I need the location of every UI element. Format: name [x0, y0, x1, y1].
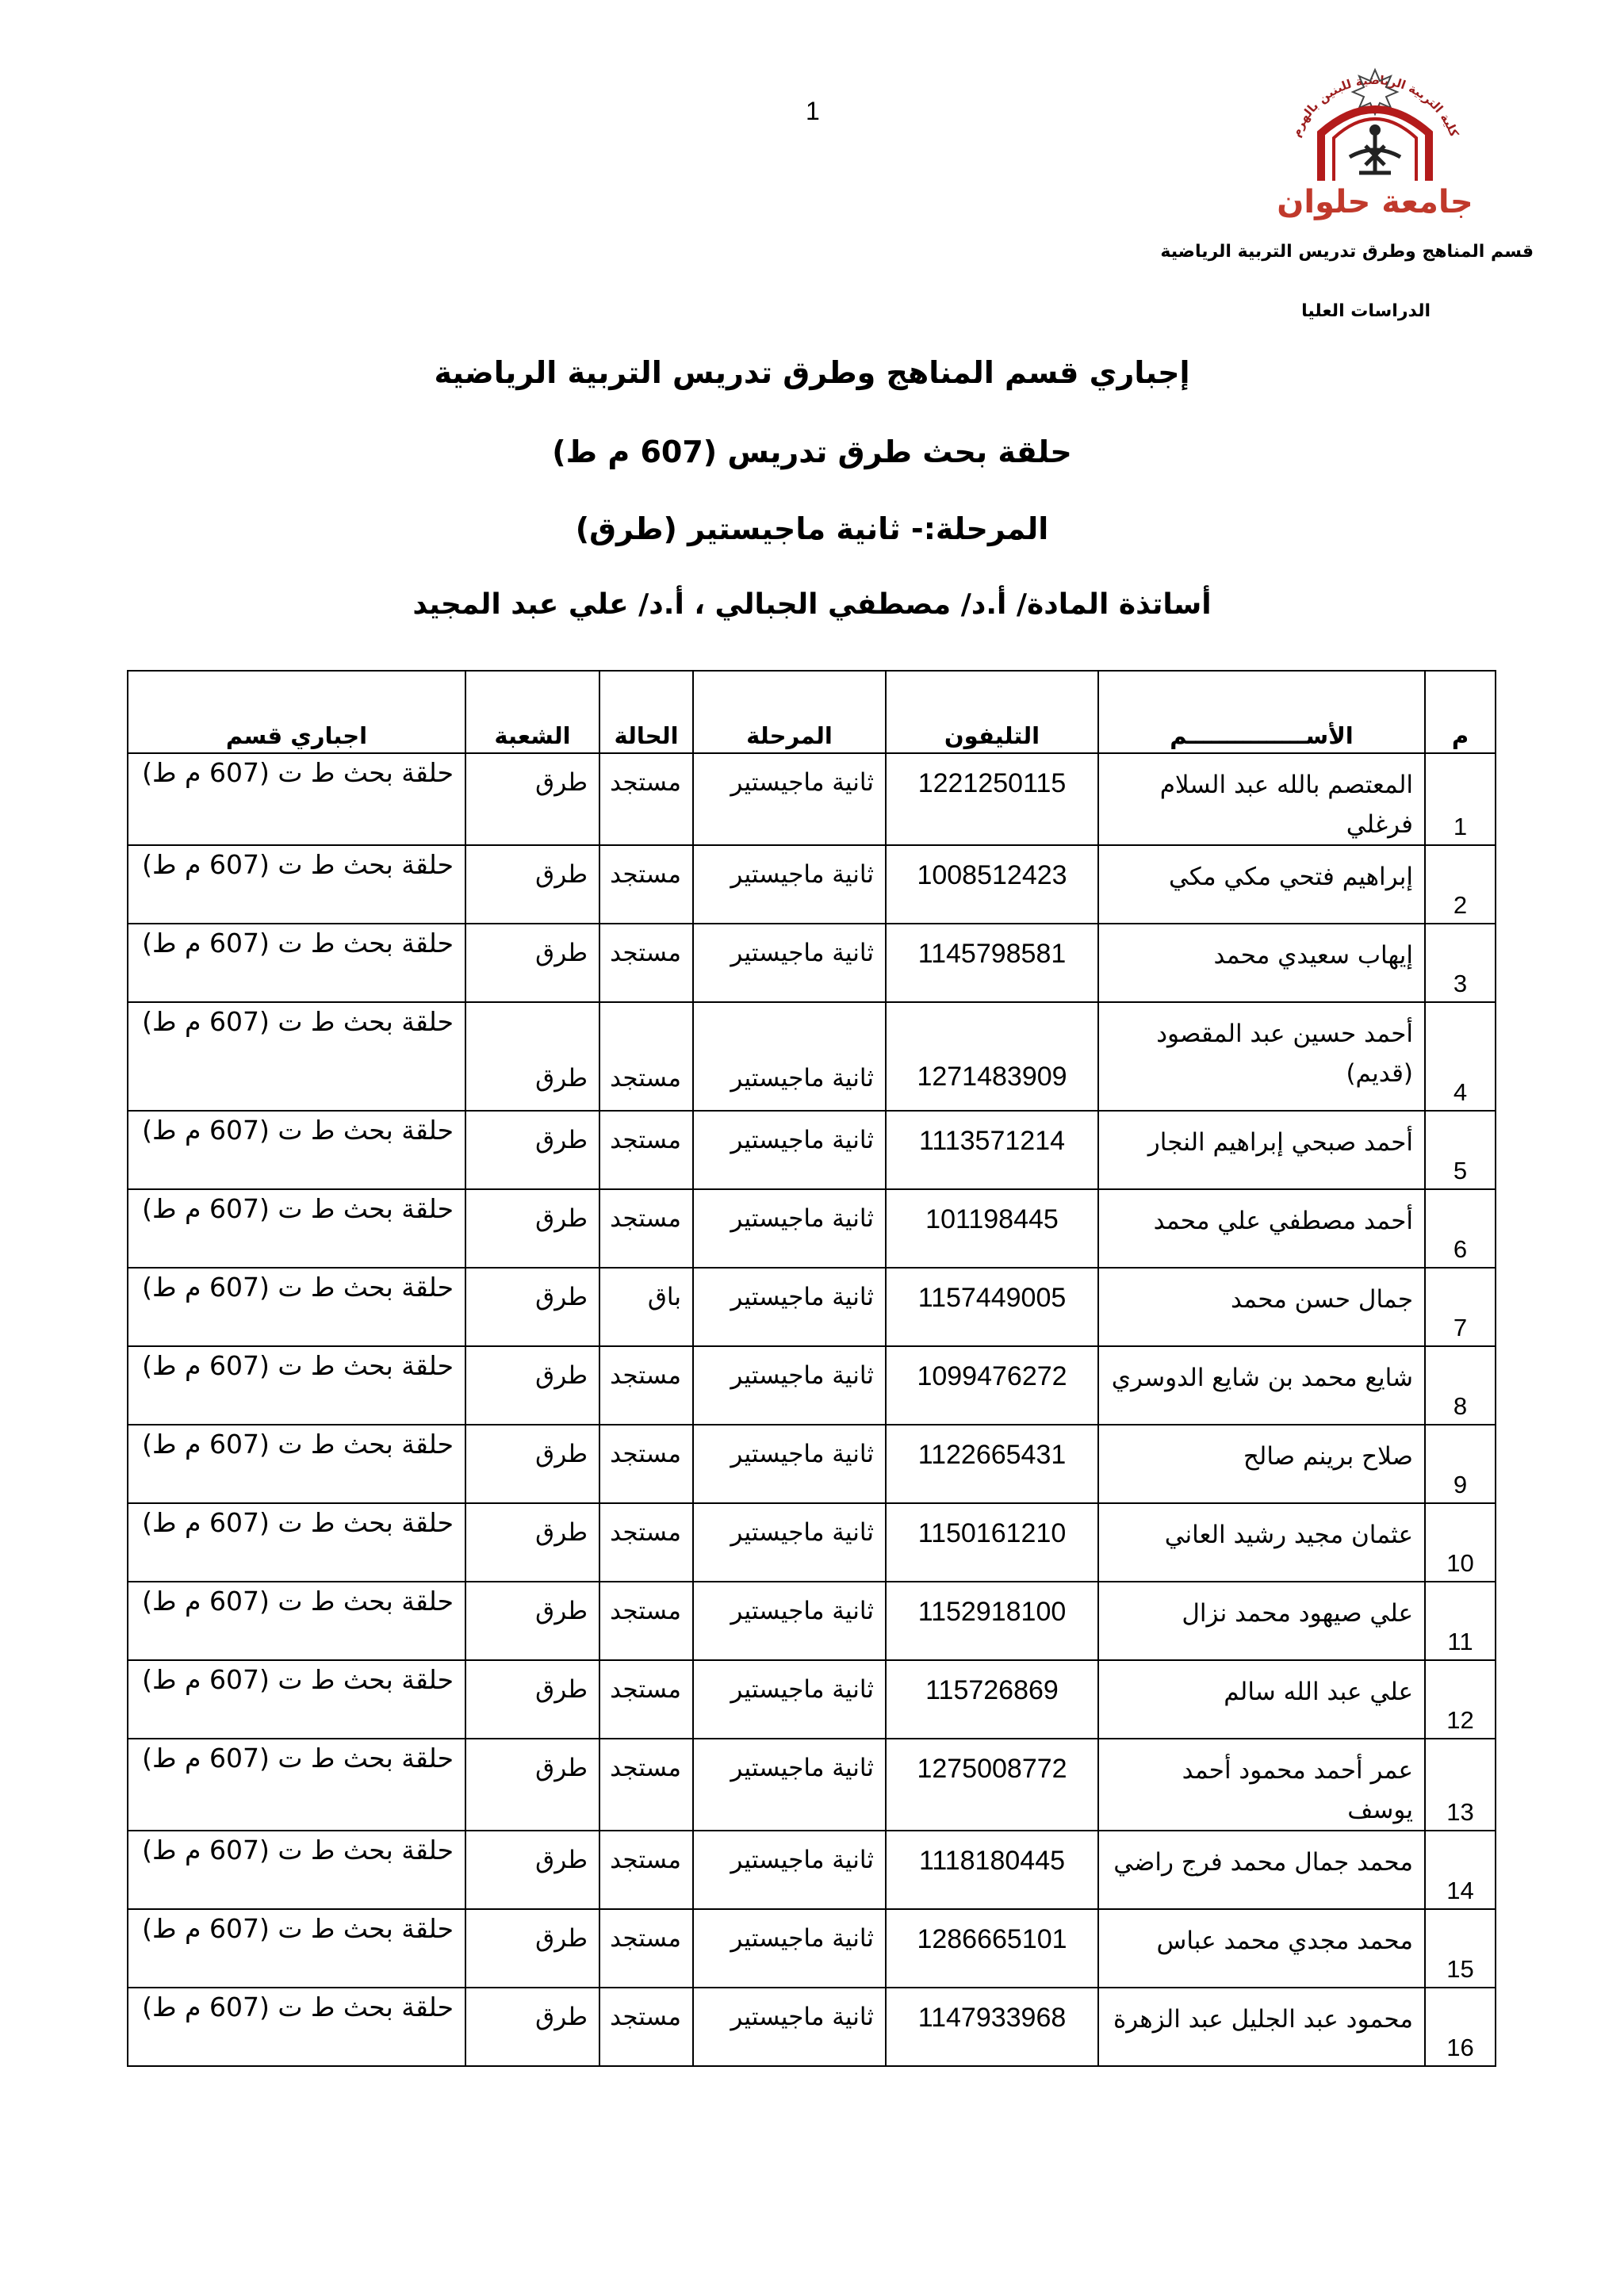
row-status: مستجد — [599, 1503, 693, 1582]
row-branch: طرق — [465, 1346, 599, 1425]
row-stage: ثانية ماجيستير — [693, 924, 886, 1002]
row-phone: 1152918100 — [886, 1582, 1098, 1660]
row-status: مستجد — [599, 1002, 693, 1111]
row-phone: 1221250115 — [886, 753, 1098, 845]
row-num: 7 — [1425, 1268, 1496, 1346]
row-course: حلقة بحث ط ت (607 م ط) — [128, 845, 465, 924]
row-stage: ثانية ماجيستير — [693, 1660, 886, 1739]
row-stage: ثانية ماجيستير — [693, 1002, 886, 1111]
table-row — [128, 1111, 1496, 1189]
row-name: عثمان مجيد رشيد العاني — [1098, 1503, 1425, 1582]
row-branch: طرق — [465, 924, 599, 1002]
row-course: حلقة بحث ط ت (607 م ط) — [128, 1988, 465, 2066]
row-status: مستجد — [599, 924, 693, 1002]
table-row — [128, 1346, 1496, 1425]
row-branch: طرق — [465, 1425, 599, 1503]
header-course: اجباري قسم — [128, 671, 465, 753]
row-course: حلقة بحث ط ت (607 م ط) — [128, 1909, 465, 1988]
row-status: مستجد — [599, 1111, 693, 1189]
row-course: حلقة بحث ط ت (607 م ط) — [128, 1111, 465, 1189]
row-num: 1 — [1425, 753, 1496, 845]
row-name: أحمد صبحي إبراهيم النجار — [1098, 1111, 1425, 1189]
header-name: الأســـــــــــــــم — [1098, 671, 1425, 753]
row-num: 6 — [1425, 1189, 1496, 1268]
title-line-3: المرحلة:- ثانية ماجيستير (طرق) — [575, 511, 1049, 546]
students-table-wrapper — [128, 670, 1496, 2067]
row-branch: طرق — [465, 1582, 599, 1660]
table-row — [128, 753, 1496, 845]
department-label: قسم المناهج وطرق تدريس التربية الرياضية — [1160, 242, 1534, 262]
row-stage: ثانية ماجيستير — [693, 753, 886, 845]
row-name: إبراهيم فتحي مكي مكي — [1098, 845, 1425, 924]
table-row — [128, 845, 1496, 924]
row-num: 10 — [1425, 1503, 1496, 1582]
row-course: حلقة بحث ط ت (607 م ط) — [128, 1425, 465, 1503]
row-phone: 1147933968 — [886, 1988, 1098, 2066]
row-status: مستجد — [599, 1425, 693, 1503]
row-name: عمر أحمد محمود أحمد يوسف — [1098, 1739, 1425, 1831]
row-stage: ثانية ماجيستير — [693, 1582, 886, 1660]
row-num: 5 — [1425, 1111, 1496, 1189]
row-status: مستجد — [599, 1831, 693, 1909]
header-num: م — [1425, 671, 1496, 753]
row-status: مستجد — [599, 1582, 693, 1660]
row-course: حلقة بحث ط ت (607 م ط) — [128, 1660, 465, 1739]
row-num: 13 — [1425, 1739, 1496, 1831]
row-status: باق — [599, 1268, 693, 1346]
row-phone: 1271483909 — [886, 1002, 1098, 1111]
page-number: 1 — [806, 97, 820, 125]
row-phone: 101198445 — [886, 1189, 1098, 1268]
row-name: شايع محمد بن شايع الدوسري — [1098, 1346, 1425, 1425]
row-branch: طرق — [465, 845, 599, 924]
row-name: محمد جمال محمد فرج راضي — [1098, 1831, 1425, 1909]
table-row — [128, 1503, 1496, 1582]
row-phone: 1122665431 — [886, 1425, 1098, 1503]
table-row — [128, 924, 1496, 1002]
row-branch: طرق — [465, 1503, 599, 1582]
table-row — [128, 1425, 1496, 1503]
row-name: محمد مجدي محمد عباس — [1098, 1909, 1425, 1988]
row-name: أحمد مصطفي علي محمد — [1098, 1189, 1425, 1268]
row-branch: طرق — [465, 1189, 599, 1268]
row-phone: 1099476272 — [886, 1346, 1098, 1425]
row-stage: ثانية ماجيستير — [693, 1189, 886, 1268]
row-name: المعتصم بالله عبد السلام فرغلي — [1098, 753, 1425, 845]
students-table — [127, 670, 1496, 2067]
table-row — [128, 1268, 1496, 1346]
row-course: حلقة بحث ط ت (607 م ط) — [128, 1739, 465, 1831]
row-phone: 1286665101 — [886, 1909, 1098, 1988]
row-stage: ثانية ماجيستير — [693, 1988, 886, 2066]
table-row — [128, 1988, 1496, 2066]
row-stage: ثانية ماجيستير — [693, 1346, 886, 1425]
row-course: حلقة بحث ط ت (607 م ط) — [128, 1346, 465, 1425]
row-branch: طرق — [465, 1268, 599, 1346]
row-stage: ثانية ماجيستير — [693, 845, 886, 924]
table-row — [128, 1002, 1496, 1111]
title-line-2: حلقة بحث طرق تدريس (607 م ط) — [552, 434, 1072, 469]
row-stage: ثانية ماجيستير — [693, 1909, 886, 1988]
row-name: جمال حسن محمد — [1098, 1268, 1425, 1346]
graduate-studies-label: الدراسات العليا — [1301, 301, 1431, 321]
row-branch: طرق — [465, 1739, 599, 1831]
row-name: صلاح برينم صالح — [1098, 1425, 1425, 1503]
row-name: إيهاب سعيدي محمد — [1098, 924, 1425, 1002]
row-branch: طرق — [465, 1111, 599, 1189]
row-status: مستجد — [599, 1909, 693, 1988]
university-logo — [1256, 54, 1494, 220]
row-stage: ثانية ماجيستير — [693, 1739, 886, 1831]
row-course: حلقة بحث ط ت (607 م ط) — [128, 1002, 465, 1111]
row-course: حلقة بحث ط ت (607 م ط) — [128, 753, 465, 845]
row-status: مستجد — [599, 1988, 693, 2066]
row-num: 15 — [1425, 1909, 1496, 1988]
row-name: علي عبد الله سالم — [1098, 1660, 1425, 1739]
row-num: 8 — [1425, 1346, 1496, 1425]
header-branch: الشعبة — [465, 671, 599, 753]
row-phone: 1150161210 — [886, 1503, 1098, 1582]
row-name: علي صيهود محمد نزال — [1098, 1582, 1425, 1660]
row-phone: 115726869 — [886, 1660, 1098, 1739]
title-line-4: أساتذة المادة/ أ.د/ مصطفي الجبالي ، أ.د/ علي عبد المجيد — [412, 588, 1212, 621]
row-course: حلقة بحث ط ت (607 م ط) — [128, 924, 465, 1002]
row-branch: طرق — [465, 1831, 599, 1909]
row-status: مستجد — [599, 1739, 693, 1831]
row-phone: 1145798581 — [886, 924, 1098, 1002]
row-num: 11 — [1425, 1582, 1496, 1660]
header-phone: التليفون — [886, 671, 1098, 753]
table-header-row — [128, 671, 1496, 753]
header-stage: المرحلة — [693, 671, 886, 753]
table-row — [128, 1660, 1496, 1739]
table-row — [128, 1909, 1496, 1988]
row-status: مستجد — [599, 845, 693, 924]
row-branch: طرق — [465, 1909, 599, 1988]
row-branch: طرق — [465, 1988, 599, 2066]
row-branch: طرق — [465, 1660, 599, 1739]
row-course: حلقة بحث ط ت (607 م ط) — [128, 1268, 465, 1346]
row-status: مستجد — [599, 1189, 693, 1268]
table-row — [128, 1189, 1496, 1268]
row-num: 9 — [1425, 1425, 1496, 1503]
row-status: مستجد — [599, 753, 693, 845]
row-course: حلقة بحث ط ت (607 م ط) — [128, 1582, 465, 1660]
header-status: الحالة — [599, 671, 693, 753]
row-course: حلقة بحث ط ت (607 م ط) — [128, 1189, 465, 1268]
row-stage: ثانية ماجيستير — [693, 1111, 886, 1189]
row-branch: طرق — [465, 1002, 599, 1111]
row-phone: 1157449005 — [886, 1268, 1098, 1346]
row-stage: ثانية ماجيستير — [693, 1268, 886, 1346]
row-stage: ثانية ماجيستير — [693, 1831, 886, 1909]
row-num: 14 — [1425, 1831, 1496, 1909]
table-row — [128, 1582, 1496, 1660]
row-phone: 1113571214 — [886, 1111, 1098, 1189]
row-num: 4 — [1425, 1002, 1496, 1111]
title-line-1: إجباري قسم المناهج وطرق تدريس التربية الرياضية — [434, 355, 1190, 390]
row-stage: ثانية ماجيستير — [693, 1503, 886, 1582]
row-status: مستجد — [599, 1660, 693, 1739]
row-num: 2 — [1425, 845, 1496, 924]
table-row — [128, 1831, 1496, 1909]
row-num: 16 — [1425, 1988, 1496, 2066]
table-row — [128, 1739, 1496, 1831]
row-name: محمود عبد الجليل عبد الزهرة — [1098, 1988, 1425, 2066]
row-phone: 1008512423 — [886, 845, 1098, 924]
row-phone: 1275008772 — [886, 1739, 1098, 1831]
row-num: 3 — [1425, 924, 1496, 1002]
logo-name-text: جامعة حلوان — [1277, 184, 1473, 220]
row-num: 12 — [1425, 1660, 1496, 1739]
row-course: حلقة بحث ط ت (607 م ط) — [128, 1831, 465, 1909]
row-phone: 1118180445 — [886, 1831, 1098, 1909]
row-name: أحمد حسين عبد المقصود (قديم) — [1098, 1002, 1425, 1111]
row-stage: ثانية ماجيستير — [693, 1425, 886, 1503]
row-course: حلقة بحث ط ت (607 م ط) — [128, 1503, 465, 1582]
logo-ring-text: كلية التربية الرياضية للبنين بالهرم — [1288, 72, 1462, 140]
row-status: مستجد — [599, 1346, 693, 1425]
row-branch: طرق — [465, 753, 599, 845]
university-logo-icon — [1256, 54, 1494, 220]
